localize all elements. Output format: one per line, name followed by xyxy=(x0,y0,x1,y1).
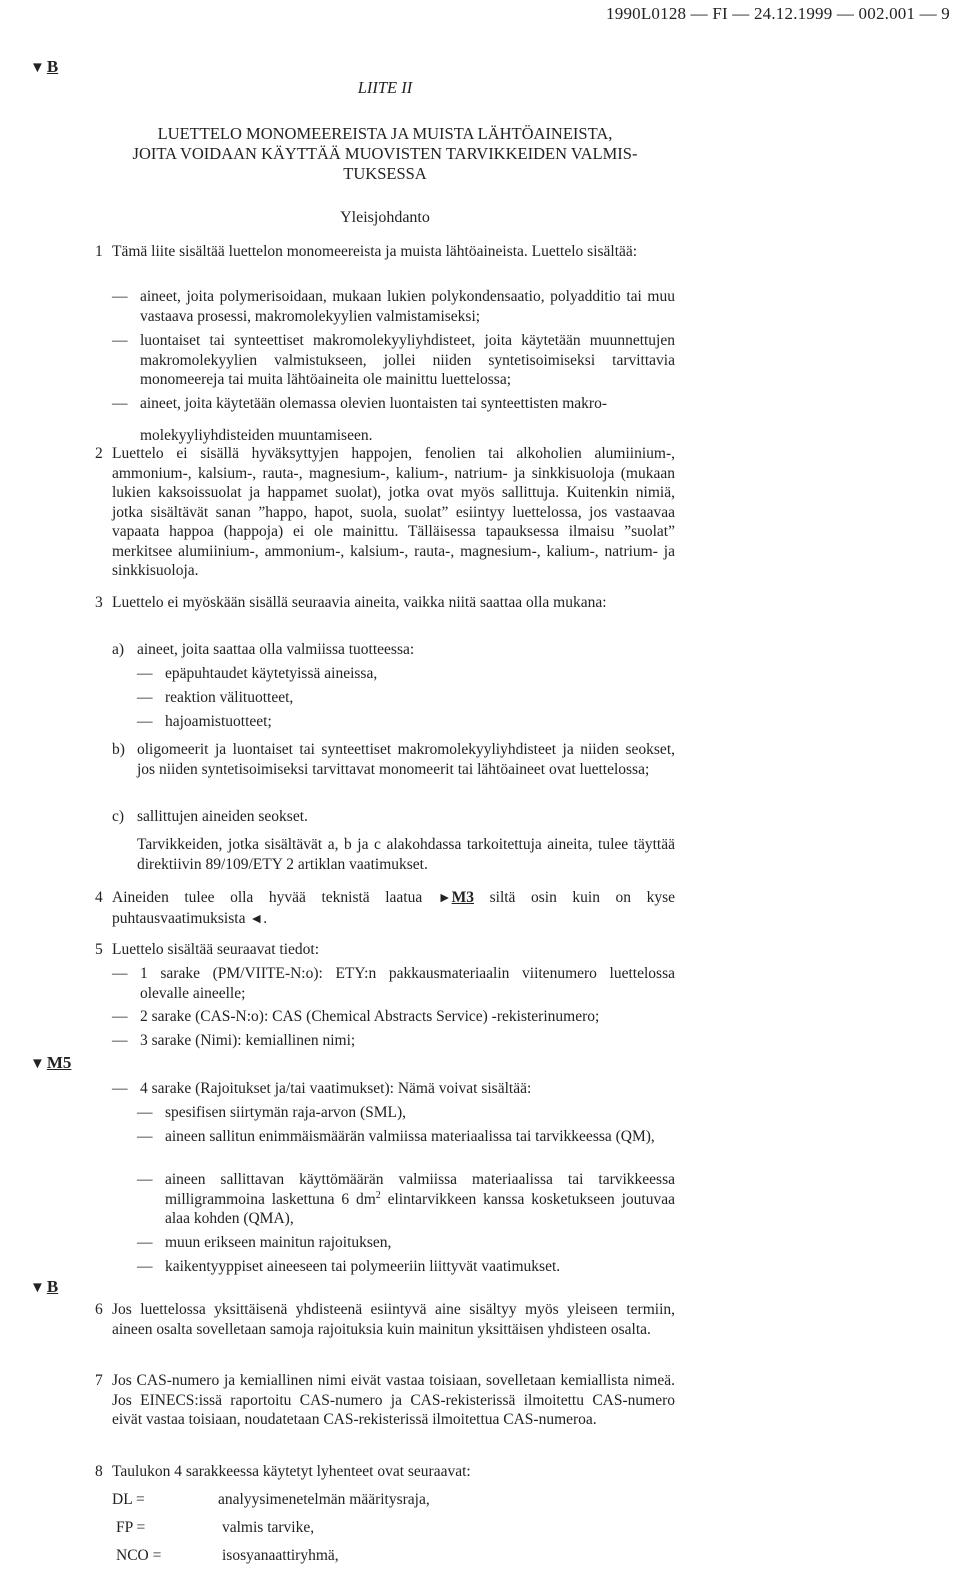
list-item: 4 sarake (Rajoitukset ja/tai vaatimukset): Nämä voivat sisältää: xyxy=(140,1080,532,1097)
paragraph-number: 1 xyxy=(95,243,103,260)
list-item: reaktion välituotteet, xyxy=(165,689,294,706)
item-label: c) xyxy=(112,808,125,825)
list-item: luontaiset tai synteettiset makromolekyyliyhdisteet, joita käytetään muunnettujen makromolekyylien valmistukseen, jollei niiden syntetisoimiseksi tarvittavia monomeereja tai muita lähtöaineita ole mainittu luettelossa; xyxy=(140,332,675,388)
dash-bullet: — xyxy=(112,965,128,982)
item-text: sallittujen aineiden seokset. xyxy=(137,808,308,825)
paragraph-text: Luettelo ei sisällä hyväksyttyjen happojen, fenolien tai alkoholien alumiinium-, ammonium-, kalsium-, rauta-, magnesium-, kalium-, natrium- ja sinkkisuoloja (mukaan lukien kaksoissuolat ja happamet suolat), jotka ovat myös sallittuja. Kuitenkin nimiä, jotka sisältävät sanan ”happo, hapot, suola, suolat” esiintyy luettelossa, jos vastaavaa vapaata happoa (happoja) ei ole mainittu. Tälläisessa tapauksessa ilmaisu ”suolat” merkitsee alumiinium-, ammonium-, kalsium-, rauta-, magnesium-, kalium-, natrium- ja sinkkisuoloja. xyxy=(112,445,675,579)
item-text: aineet, joita saattaa olla valmiissa tuotteessa: xyxy=(137,641,415,658)
abbreviation-key: NCO = xyxy=(116,1547,162,1564)
paragraph-number: 3 xyxy=(95,594,103,611)
dash-bullet: — xyxy=(137,1234,153,1251)
list-item: spesifisen siirtymän raja-arvon (SML), xyxy=(165,1104,407,1121)
paragraph-number: 6 xyxy=(95,1301,103,1318)
triangle-down-icon: ▼ xyxy=(30,1056,45,1072)
triangle-right-icon: ► xyxy=(437,891,452,906)
list-item: aineet, joita käytetään olemassa olevien luontaisten tai synteettisten makro- xyxy=(140,395,607,412)
list-item: aineen sallittavan käyttömäärän valmiissa materiaalissa tai tarvikkeessa milligrammoina laskettuna 6 $dm^2$ elintarvikkeen kanssa kosketukseen joutuvaa alaa kohden (QMA), xyxy=(165,1171,675,1227)
triangle-left-icon: ◄ xyxy=(249,911,264,927)
dash-bullet: — xyxy=(137,1128,153,1145)
list-item: hajoamistuotteet; xyxy=(165,713,272,730)
paragraph-text: Luettelo ei myöskään sisällä seuraavia aineita, vaikka niitä saattaa olla mukana: xyxy=(112,594,607,611)
abbreviation-key: FP = xyxy=(116,1519,146,1536)
page-title: LUETTELO MONOMEEREISTA JA MUISTA LÄHTÖAINEISTA, JOITA VOIDAAN KÄYTTÄÄ MUOVISTEN TARVIKKEIDEN VALMIS- TUKSESSA xyxy=(132,124,638,183)
paragraph-number: 7 xyxy=(95,1372,103,1389)
dash-bullet: — xyxy=(137,1104,153,1121)
dash-bullet: — xyxy=(112,1080,128,1097)
annex-heading: LIITE II xyxy=(357,78,413,97)
amendment-marker-b: ▼ B xyxy=(30,1277,59,1296)
dash-bullet: — xyxy=(112,395,128,412)
list-item: kaikentyyppiset aineeseen tai polymeeriin liittyvät vaatimukset. xyxy=(165,1258,561,1275)
paragraph-number: 4 xyxy=(95,889,103,906)
paragraph-text: Tämä liite sisältää luettelon monomeereista ja muista lähtöaineista. Luettelo sisältää: xyxy=(112,243,638,260)
dash-bullet: — xyxy=(137,1258,153,1275)
abbreviation-value: analyysimenetelmän määritysraja, xyxy=(218,1491,430,1508)
dash-bullet: — xyxy=(137,665,153,682)
dash-bullet: — xyxy=(137,713,153,730)
amendment-marker-b: ▼ B xyxy=(30,57,59,76)
section-subtitle: Yleisjohdanto xyxy=(340,209,430,226)
triangle-down-icon: ▼ xyxy=(30,60,45,76)
triangle-down-icon: ▼ xyxy=(30,1280,45,1296)
dash-bullet: — xyxy=(112,1032,128,1049)
list-item: 1 sarake (PM/VIITE-N:o): ETY:n pakkausmateriaalin viitenumero luettelossa olevalle aineelle; xyxy=(140,965,675,1002)
dash-bullet: — xyxy=(137,689,153,706)
list-item-continuation: molekyyliyhdisteiden muuntamiseen. xyxy=(140,427,373,444)
paragraph-number: 5 xyxy=(95,941,103,958)
list-item: 3 sarake (Nimi): kemiallinen nimi; xyxy=(140,1032,356,1049)
amendment-reference: M3 xyxy=(451,889,475,906)
list-item: aineet, joita polymerisoidaan, mukaan lukien polykondensaatio, polyadditio tai muu vastaava prosessi, makromolekyylien valmistamiseksi; xyxy=(140,288,675,325)
dash-bullet: — xyxy=(112,1008,128,1025)
paragraph-number: 8 xyxy=(95,1463,103,1480)
item-label: b) xyxy=(112,741,125,758)
paragraph-text: Taulukon 4 sarakkeessa käytetyt lyhenteet ovat seuraavat: xyxy=(112,1463,471,1480)
paragraph-text: Jos luettelossa yksittäisenä yhdisteenä esiintyvä aine sisältyy myös yleiseen termiin, aineen osalta sovelletaan samoja rajoituksia kuin mainitun yksittäisen yhdisteen osalta. xyxy=(112,1301,675,1338)
abbreviation-key: DL = xyxy=(112,1491,145,1508)
list-item: 2 sarake (CAS-N:o): CAS (Chemical Abstracts Service) -rekisterinumero; xyxy=(140,1008,600,1025)
amendment-marker-m5: ▼ M5 xyxy=(30,1053,72,1072)
list-item: muun erikseen mainitun rajoituksen, xyxy=(165,1234,392,1251)
paragraph-text: Luettelo sisältää seuraavat tiedot: xyxy=(112,941,320,958)
abbreviation-value: valmis tarvike, xyxy=(222,1519,315,1536)
dash-bullet: — xyxy=(112,332,128,349)
item-text: oligomeerit ja luontaiset tai synteettiset makromolekyyliyhdisteet ja niiden seokset, jos niiden syntetisoimiseksi tarvittavat monomeerit tai lähtöaineet ovat luettelossa; xyxy=(137,741,675,778)
note-text: Tarvikkeiden, jotka sisältävät a, b ja c alakohdassa tarkoitettuja aineita, tulee täyttää direktiivin 89/109/ETY 2 artiklan vaatimukset. xyxy=(137,836,675,873)
paragraph-text: Aineiden tulee olla hyvää teknistä laatua ►M3 siltä osin kuin on kyse puhtausvaatimuksista ◄. xyxy=(112,889,676,927)
list-item: aineen sallitun enimmäismäärän valmiissa materiaalissa tai tarvikkeessa (QM), xyxy=(165,1128,655,1145)
dash-bullet: — xyxy=(112,288,128,305)
list-item: epäpuhtaudet käytetyissä aineissa, xyxy=(165,665,378,682)
item-label: a) xyxy=(112,641,125,658)
paragraph-text: Jos CAS-numero ja kemiallinen nimi eivät vastaa toisiaan, sovelletaan kemiallista nimeä. Jos EINECS:issä raportoitu CAS-numero ja CAS-rekisterissä ilmoitettu CAS-numero eivät vastaa toisiaan, noudatetaan CAS-rekisterissä ilmoitettua CAS-numeroa. xyxy=(112,1372,675,1428)
dash-bullet: — xyxy=(137,1171,153,1188)
abbreviation-value: isosyanaattiryhmä, xyxy=(222,1547,339,1564)
paragraph-number: 2 xyxy=(95,445,103,462)
document-header: 1990L0128 — FI — 24.12.1999 — 002.001 — 9 xyxy=(606,4,950,23)
